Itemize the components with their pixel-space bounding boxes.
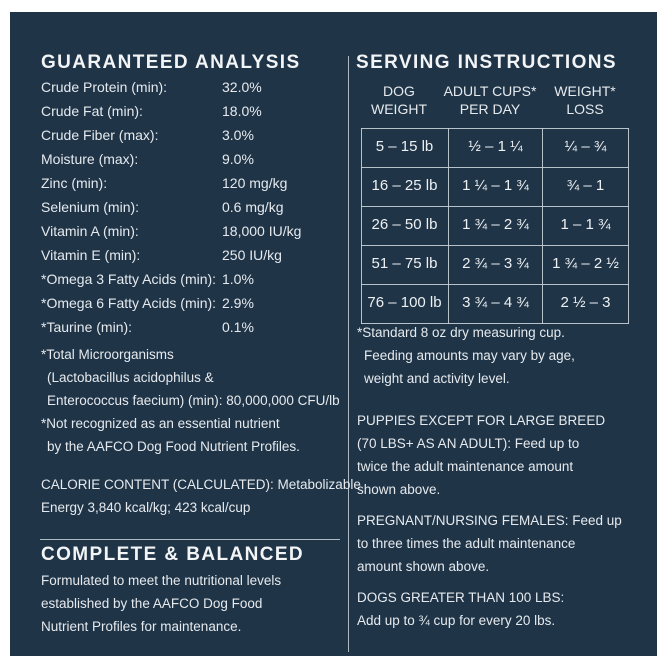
nutrient-name: Crude Fiber (max):: [41, 127, 159, 143]
large-dogs-line: DOGS GREATER THAN 100 LBS:: [357, 590, 565, 605]
nutrient-value: 9.0%: [222, 151, 254, 167]
serving-table: [361, 128, 629, 324]
pregnant-line: amount shown above.: [357, 559, 490, 574]
complete-balanced-line: Formulated to meet the nutritional levels: [41, 573, 282, 588]
footnote-line: *Not recognized as an essential nutrient: [41, 416, 280, 431]
puppies-line: PUPPIES EXCEPT FOR LARGE BREED: [357, 413, 606, 428]
nutrient-name: Vitamin E (min):: [41, 247, 141, 263]
nutrient-value: 0.6 mg/kg: [222, 199, 284, 215]
nutrient-value: 1.0%: [222, 271, 254, 287]
nutrient-value: 3.0%: [222, 127, 254, 143]
analysis-row: [41, 175, 341, 197]
nutrient-value: 0.1%: [222, 319, 254, 335]
table-cell-cups: ½ – 1 ¼: [468, 138, 523, 155]
table-cell-weight: 5 – 15 lb: [375, 138, 434, 155]
nutrient-value: 250 IU/kg: [222, 247, 282, 263]
analysis-row: [41, 127, 341, 149]
complete-balanced-line: established by the AAFCO Dog Food: [41, 596, 263, 611]
large-dogs-line: Add up to ¾ cup for every 20 lbs.: [357, 613, 556, 628]
nutrient-name: *Taurine (min):: [41, 319, 133, 335]
microorganisms-line: Enterococcus faecium) (min): 80,000,000 CFU/lb: [47, 393, 340, 408]
analysis-row: [41, 319, 341, 341]
complete-balanced-title: COMPLETE & BALANCED: [41, 544, 305, 565]
table-cell-cups: 1 ¼ – 1 ¾: [462, 177, 529, 194]
table-cell-weight: 16 – 25 lb: [371, 177, 438, 194]
nutrient-name: Vitamin A (min):: [41, 223, 139, 239]
header-dog-weight: DOG WEIGHT: [371, 83, 427, 117]
header-adult-cups: ADULT CUPS* PER DAY: [443, 83, 537, 117]
analysis-row: [41, 223, 341, 245]
pregnant-line: to three times the adult maintenance: [357, 536, 576, 551]
section-divider: [40, 539, 340, 540]
table-cell-weight: 26 – 50 lb: [371, 216, 438, 233]
analysis-row: [41, 79, 341, 101]
microorganisms-line: *Total Microorganisms: [41, 347, 174, 362]
analysis-row: [41, 151, 341, 173]
footnote-line: by the AAFCO Dog Food Nutrient Profiles.: [47, 439, 300, 454]
nutrient-value: 120 mg/kg: [222, 175, 288, 191]
nutrient-value: 32.0%: [222, 79, 262, 95]
analysis-row: [41, 247, 341, 269]
calorie-content-line: Energy 3,840 kcal/kg; 423 kcal/cup: [41, 500, 251, 515]
nutrient-name: Selenium (min):: [41, 199, 140, 215]
serving-note-line: *Standard 8 oz dry measuring cup.: [357, 325, 565, 340]
nutrient-name: Zinc (min):: [41, 175, 108, 191]
nutrient-value: 2.9%: [222, 295, 254, 311]
nutrient-name: Crude Fat (min):: [41, 103, 143, 119]
calorie-content-line: CALORIE CONTENT (CALCULATED): Metabolizable: [41, 477, 361, 492]
puppies-line: (70 LBS+ AS AN ADULT): Feed up to: [357, 436, 580, 451]
table-cell-loss: 1 – 1 ¾: [560, 216, 611, 233]
nutrient-name: Moisture (max):: [41, 151, 139, 167]
serving-note-line: weight and activity level.: [364, 371, 510, 386]
nutrient-name: *Omega 3 Fatty Acids (min):: [41, 271, 217, 287]
table-cell-loss: 2 ½ – 3: [560, 294, 611, 311]
analysis-row: [41, 199, 341, 221]
table-cell-cups: 3 ¾ – 4 ¾: [462, 294, 529, 311]
table-cell-cups: 1 ¾ – 2 ¾: [462, 216, 529, 233]
nutrition-panel: [10, 12, 657, 656]
analysis-row: [41, 295, 341, 317]
header-weight-loss: WEIGHT* LOSS: [554, 83, 616, 117]
table-cell-weight: 51 – 75 lb: [371, 255, 438, 272]
table-cell-cups: 2 ¾ – 3 ¾: [462, 255, 529, 272]
puppies-line: shown above.: [357, 482, 441, 497]
nutrient-value: 18,000 IU/kg: [222, 223, 302, 239]
column-divider: [348, 56, 349, 652]
serving-note-line: Feeding amounts may vary by age,: [364, 348, 575, 363]
table-cell-weight: 76 – 100 lb: [367, 294, 442, 311]
nutrient-value: 18.0%: [222, 103, 262, 119]
table-cell-loss: ¼ – ¾: [564, 138, 607, 155]
analysis-row: [41, 271, 341, 293]
analysis-row: [41, 103, 341, 125]
pregnant-line: PREGNANT/NURSING FEMALES: Feed up: [357, 513, 622, 528]
table-cell-loss: ¾ – 1: [566, 177, 605, 194]
microorganisms-line: (Lactobacillus acidophilus &: [47, 370, 214, 385]
nutrient-name: *Omega 6 Fatty Acids (min):: [41, 295, 217, 311]
complete-balanced-line: Nutrient Profiles for maintenance.: [41, 619, 242, 634]
serving-instructions-title: SERVING INSTRUCTIONS: [356, 52, 617, 73]
puppies-line: twice the adult maintenance amount: [357, 459, 574, 474]
guaranteed-analysis-title: GUARANTEED ANALYSIS: [41, 52, 301, 73]
nutrient-name: Crude Protein (min):: [41, 79, 168, 95]
table-cell-loss: 1 ¾ – 2 ½: [552, 255, 619, 272]
